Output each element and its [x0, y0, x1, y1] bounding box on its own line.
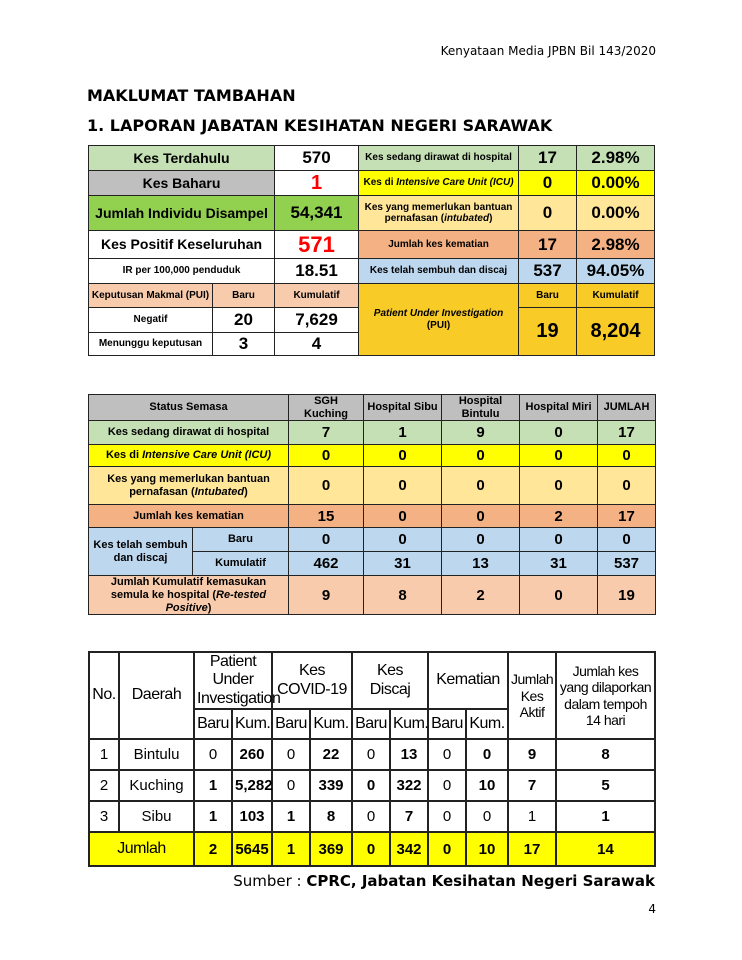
total-covid-kum: 369 — [310, 832, 352, 866]
row-aktif: 7 — [508, 770, 556, 801]
covid-kum-col: Kum. — [310, 709, 352, 739]
row-daerah: Sibu — [119, 801, 194, 832]
status-icu-total: 0 — [598, 445, 656, 467]
status-retested-label-pre: Jumlah Kumulatif kemasukan semula ke hospital ( — [110, 576, 267, 601]
discaj-baru-col: Baru — [352, 709, 390, 739]
status-kumulatif-value: 462 — [289, 552, 364, 576]
pui-header: Patient Under Investigation — [194, 652, 272, 709]
hospital-bintulu-header: Hospital Bintulu — [442, 395, 520, 421]
source-text: CPRC, Jabatan Kesihatan Negeri Sarawak — [306, 872, 655, 890]
status-intubated-total: 0 — [598, 467, 656, 505]
row-pui-kum: 103 — [232, 801, 272, 832]
status-kumulatif-value: 31 — [364, 552, 442, 576]
status-retested-label-post: ) — [207, 601, 212, 614]
ir-label: IR per 100,000 penduduk — [89, 259, 275, 284]
aktif-header: Jumlah Kes Aktif — [508, 652, 556, 739]
status-baru-total: 0 — [598, 528, 656, 552]
status-retested-value: 9 — [289, 576, 364, 615]
kematian-pct: 2.98% — [577, 231, 655, 259]
section-title: MAKLUMAT TAMBAHAN — [87, 86, 296, 105]
negatif-kumulatif: 7,629 — [275, 308, 359, 333]
status-intubated-value: 0 — [364, 467, 442, 505]
row-aktif: 1 — [508, 801, 556, 832]
row-dilaporkan: 5 — [556, 770, 655, 801]
menunggu-baru: 3 — [213, 333, 275, 356]
pui-label-italic: Patient Under Investigation — [373, 308, 504, 319]
pui-baru-header: Baru — [519, 284, 577, 308]
status-baru-label: Baru — [193, 528, 289, 552]
status-baru-value: 0 — [520, 528, 598, 552]
row-discaj-kum: 322 — [390, 770, 428, 801]
jumlah-header: JUMLAH — [598, 395, 656, 421]
row-covid-kum: 8 — [310, 801, 352, 832]
row-mati-baru: 0 — [428, 801, 466, 832]
table-row — [89, 770, 655, 801]
status-kematian-label: Jumlah kes kematian — [89, 505, 289, 528]
table-row — [89, 739, 655, 770]
pui-baru-col: Baru — [194, 709, 232, 739]
status-hospital-value: 0 — [520, 421, 598, 445]
hospital-label: Kes sedang dirawat di hospital — [359, 146, 519, 171]
row-mati-baru: 0 — [428, 770, 466, 801]
district-table — [88, 651, 656, 867]
hospital-pct: 2.98% — [577, 146, 655, 171]
menunggu-kumulatif: 4 — [275, 333, 359, 356]
status-icu-value: 0 — [442, 445, 520, 467]
pui-label — [359, 284, 519, 356]
total-covid-baru: 1 — [272, 832, 310, 866]
discaj-kum-col: Kum. — [390, 709, 428, 739]
icu-value: 0 — [519, 171, 577, 196]
total-row — [89, 832, 655, 866]
individu-disampel-value: 54,341 — [275, 196, 359, 231]
hospital-value: 17 — [519, 146, 577, 171]
pui-baru-value: 19 — [519, 308, 577, 356]
pui-kum-col: Kum. — [232, 709, 272, 739]
status-retested-total: 19 — [598, 576, 656, 615]
intubated-label-italic: intubated — [444, 213, 490, 224]
row-mati-kum: 10 — [466, 770, 508, 801]
covid-header: Kes COVID-19 — [272, 652, 352, 709]
kes-baharu-value: 1 — [275, 171, 359, 196]
status-intubated-label — [89, 467, 289, 505]
row-pui-baru: 1 — [194, 801, 232, 832]
status-retested-value: 2 — [442, 576, 520, 615]
dilaporkan-header: Jumlah kes yang dilaporkan dalam tempoh 14 hari — [556, 652, 655, 739]
status-intubated-label-post: ) — [244, 485, 248, 498]
status-hospital-value: 1 — [364, 421, 442, 445]
status-retested-value: 0 — [520, 576, 598, 615]
row-pui-kum: 260 — [232, 739, 272, 770]
kematian-header: Kematian — [428, 652, 508, 709]
row-discaj-baru: 0 — [352, 739, 390, 770]
report-title: 1. LAPORAN JABATAN KESIHATAN NEGERI SARAWAK — [87, 116, 553, 135]
row-daerah: Bintulu — [119, 739, 194, 770]
row-dilaporkan: 1 — [556, 801, 655, 832]
status-hospital-label: Kes sedang dirawat di hospital — [89, 421, 289, 445]
negatif-baru: 20 — [213, 308, 275, 333]
status-icu-label — [89, 445, 289, 467]
sembuh-value: 537 — [519, 259, 577, 284]
status-retested-label-italic: Re-tested Positive — [165, 588, 267, 614]
status-kematian-value: 2 — [520, 505, 598, 528]
total-mati-baru: 0 — [428, 832, 466, 866]
status-intubated-label-pre: Kes yang memerlukan bantuan pernafasan ( — [107, 473, 270, 498]
no-header: No. — [89, 652, 119, 739]
pui-result-kumulatif-header: Kumulatif — [275, 284, 359, 308]
status-intubated-value: 0 — [289, 467, 364, 505]
total-pui-kum: 5645 — [232, 832, 272, 866]
discaj-header: Kes Discaj — [352, 652, 428, 709]
status-kematian-value: 0 — [364, 505, 442, 528]
row-daerah: Kuching — [119, 770, 194, 801]
row-no: 1 — [89, 739, 119, 770]
pui-result-baru-header: Baru — [213, 284, 275, 308]
total-discaj-baru: 0 — [352, 832, 390, 866]
summary-table — [88, 145, 655, 356]
kes-baharu-label: Kes Baharu — [89, 171, 275, 196]
document-reference: Kenyataan Media JPBN Bil 143/2020 — [440, 44, 656, 58]
kes-positif-value: 571 — [275, 231, 359, 259]
sgh-kuching-header: SGH Kuching — [289, 395, 364, 421]
status-baru-value: 0 — [442, 528, 520, 552]
status-hospital-value: 9 — [442, 421, 520, 445]
row-discaj-baru: 0 — [352, 770, 390, 801]
status-intubated-value: 0 — [442, 467, 520, 505]
status-intubated-label-italic: Intubated — [194, 485, 245, 498]
intubated-value: 0 — [519, 196, 577, 231]
total-label: Jumlah — [89, 832, 194, 866]
row-discaj-baru: 0 — [352, 801, 390, 832]
row-pui-baru: 0 — [194, 739, 232, 770]
icu-pct: 0.00% — [577, 171, 655, 196]
table-row — [89, 801, 655, 832]
row-covid-kum: 339 — [310, 770, 352, 801]
row-aktif: 9 — [508, 739, 556, 770]
hospital-sibu-header: Hospital Sibu — [364, 395, 442, 421]
status-kematian-value: 0 — [442, 505, 520, 528]
status-kumulatif-label: Kumulatif — [193, 552, 289, 576]
status-retested-label — [89, 576, 289, 615]
status-header: Status Semasa — [89, 395, 289, 421]
status-table — [88, 394, 656, 615]
status-sembuh-label: Kes telah sembuh dan discaj — [89, 528, 193, 576]
row-covid-baru: 0 — [272, 770, 310, 801]
menunggu-label: Menunggu keputusan — [89, 333, 213, 356]
row-pui-baru: 1 — [194, 770, 232, 801]
source-prefix: Sumber : — [233, 872, 307, 890]
negatif-label: Negatif — [89, 308, 213, 333]
intubated-pct: 0.00% — [577, 196, 655, 231]
kematian-label: Jumlah kes kematian — [359, 231, 519, 259]
status-kumulatif-value: 13 — [442, 552, 520, 576]
row-dilaporkan: 8 — [556, 739, 655, 770]
icu-label — [359, 171, 519, 196]
source-note — [233, 872, 655, 890]
total-aktif: 17 — [508, 832, 556, 866]
kes-terdahulu-value: 570 — [275, 146, 359, 171]
total-pui-baru: 2 — [194, 832, 232, 866]
status-retested-value: 8 — [364, 576, 442, 615]
row-discaj-kum: 13 — [390, 739, 428, 770]
daerah-header: Daerah — [119, 652, 194, 739]
row-no: 3 — [89, 801, 119, 832]
pui-kumulatif-value: 8,204 — [577, 308, 655, 356]
pui-result-header: Keputusan Makmal (PUI) — [89, 284, 213, 308]
total-dilaporkan: 14 — [556, 832, 655, 866]
status-icu-value: 0 — [289, 445, 364, 467]
status-baru-value: 0 — [364, 528, 442, 552]
status-icu-value: 0 — [364, 445, 442, 467]
kes-terdahulu-label: Kes Terdahulu — [89, 146, 275, 171]
status-kematian-value: 15 — [289, 505, 364, 528]
status-hospital-total: 17 — [598, 421, 656, 445]
status-kumulatif-total: 537 — [598, 552, 656, 576]
mati-kum-col: Kum. — [466, 709, 508, 739]
ir-value: 18.51 — [275, 259, 359, 284]
status-icu-value: 0 — [520, 445, 598, 467]
row-discaj-kum: 7 — [390, 801, 428, 832]
sembuh-label: Kes telah sembuh dan discaj — [359, 259, 519, 284]
pui-kumulatif-header: Kumulatif — [577, 284, 655, 308]
icu-label-italic: Intensive Care Unit (ICU) — [396, 177, 514, 189]
intubated-label-post: ) — [489, 213, 493, 224]
icu-label-pre: Kes di — [363, 177, 397, 189]
status-baru-value: 0 — [289, 528, 364, 552]
row-mati-baru: 0 — [428, 739, 466, 770]
row-no: 2 — [89, 770, 119, 801]
row-covid-baru: 0 — [272, 739, 310, 770]
total-discaj-kum: 342 — [390, 832, 428, 866]
status-hospital-value: 7 — [289, 421, 364, 445]
status-icu-label-italic: Intensive Care Unit (ICU) — [142, 449, 272, 462]
intubated-label — [359, 196, 519, 231]
individu-disampel-label: Jumlah Individu Disampel — [89, 196, 275, 231]
page-number: 4 — [648, 902, 656, 916]
kes-positif-label: Kes Positif Keseluruhan — [89, 231, 275, 259]
kematian-value: 17 — [519, 231, 577, 259]
covid-baru-col: Baru — [272, 709, 310, 739]
row-mati-kum: 0 — [466, 801, 508, 832]
sembuh-pct: 94.05% — [577, 259, 655, 284]
row-covid-kum: 22 — [310, 739, 352, 770]
row-covid-baru: 1 — [272, 801, 310, 832]
mati-baru-col: Baru — [428, 709, 466, 739]
row-mati-kum: 0 — [466, 739, 508, 770]
status-kumulatif-value: 31 — [520, 552, 598, 576]
hospital-miri-header: Hospital Miri — [520, 395, 598, 421]
intubated-label-pre: Kes yang memerlukan bantuan pernafasan ( — [364, 201, 513, 224]
total-mati-kum: 10 — [466, 832, 508, 866]
status-kematian-total: 17 — [598, 505, 656, 528]
status-intubated-value: 0 — [520, 467, 598, 505]
row-pui-kum: 5,282 — [232, 770, 272, 801]
status-icu-label-pre: Kes di — [105, 449, 143, 462]
pui-label-post: (PUI) — [426, 319, 451, 331]
